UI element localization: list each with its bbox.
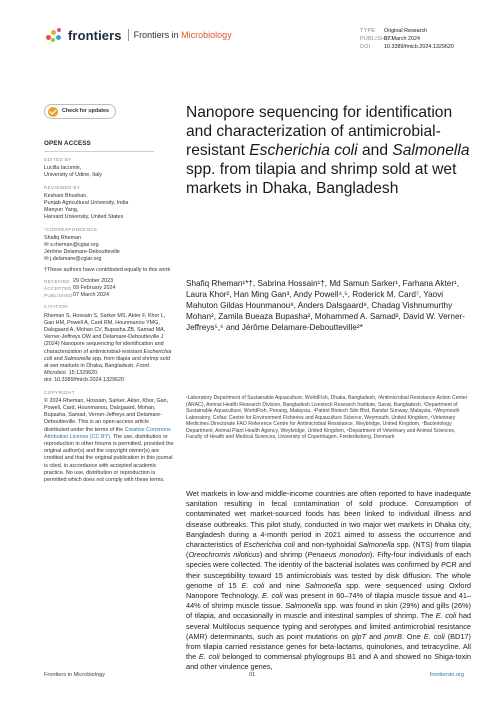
footer-site-link[interactable]: frontiersin.org xyxy=(429,672,464,678)
affiliations: ¹Laboratory Department of Sustainable Aquaculture, WorldFish, Dhaka, Bangladesh, ²Antimicrobial Resistance Action Center (ARAC), Animal Health Research Division, Bangladesh Livestock Research Institute, Savar, Bangladesh, ³Department of Sustainable Aquaculture, WorldFish, Penang, Malaysia, ⁴Patriot Biotech Sdn Bhd, Bandar Sunway, Malaysia, ⁵Weymouth Laboratory, Cefas: Centre for Environment Fisheries and Aquaculture Science, Weymouth, United Kingdom, ⁶Veterinary Medicines Directorate FAO Reference Centre for Antimicrobial Resistance, Weybridge, United Kingdom, ⁷Bacteriology Department, Animal Plant Health Agency, Weybridge, United Kingdom, ⁸Department of Veterinary and Animal Sciences, Faculty of Health and Medical Sciences, University of Copenhagen, Frederiksberg, Denmark xyxy=(186,395,468,440)
logo-divider xyxy=(128,29,129,41)
article-title: Nanopore sequencing for identification and characterization of antimicrobial-resistant Escherichia coli and Salmonella spp. from tilapia and shrimp sold at wet markets in Dhaka, Bangladesh xyxy=(186,104,470,197)
meta-doi[interactable]: DOI 10.3389/fmicb.2024.1329620 xyxy=(360,44,454,50)
check-for-updates-button[interactable] xyxy=(44,104,116,119)
abstract: Wet markets in low-and middle-income countries are often reported to have inadequate sanitation resulting in fecal contamination of sold produce. Consumption of contaminated wet market-sourced foods has been linked to individual illness and disease outbreaks. This pilot study, conducted in two major wet markets in Dhaka city, Bangladesh during a 4-month period in 2021 aimed to assess the occurrence and characteristics of Escherichia coli and non-typhoidal Salmonella spp. (NTS) from tilapia (Oreochromis niloticus) and shrimp (Penaeus monodon). Fifty-four individuals of each species were collected. The identity of the bacterial isolates was confirmed by PCR and their susceptibility toward 15 antimicrobials was tested by disk diffusion. The whole genome of 15 E. coli and nine Salmonella spp. were sequenced using Oxford Nanopore Technology. E. coli was present in 60–74% of tilapia muscle tissue and 41–44% of shrimp muscle tissue. Salmonella spp. was found in skin (29%) and gills (26%) of tilapia, and occasionally in muscle and intestinal samples of shrimp. The E. coli had several Multilocus sequence typing and serotypes and limited antimicrobial resistance (AMR) determinants, such as point mutations on glpT and pmrB. One E. coli (BD17) from tilapia carried resistance genes for beta-lactams, quinolones, and tetracycline. All the E. coli belonged to commensal phylogroups B1 and A and showed no Shiga-toxin and other virulence genes, xyxy=(186,489,472,672)
license-link[interactable]: Creative Commons Attribution License (CC BY). xyxy=(44,426,171,440)
page-number: 01 xyxy=(249,672,256,678)
meta-published: PUBLISHED 07 March 2024 xyxy=(360,36,420,42)
logo-text: frontiers xyxy=(68,27,122,43)
footer-journal: Frontiers in Microbiology xyxy=(44,672,105,678)
open-access-label: OPEN ACCESS xyxy=(44,139,92,147)
sidebar xyxy=(44,104,174,484)
dates-block xyxy=(44,278,174,300)
correspondence-label: *CORRESPONDENCE xyxy=(44,226,98,232)
edited-by: Lucilla Iacumin, University of Udine, Italy xyxy=(44,165,103,179)
date-received: RECEIVED 29 October 2023 xyxy=(44,277,114,284)
copyright-label: COPYRIGHT xyxy=(44,389,75,395)
date-published: PUBLISHED 07 March 2024 xyxy=(44,292,109,299)
meta-type: TYPE Original Research xyxy=(360,28,428,34)
citation-label: CITATION xyxy=(44,304,68,310)
reviewed-by-label: REVIEWED BY xyxy=(44,184,81,190)
reviewed-by: Keshani Bhushan, Punjab Agricultural University, India Manyun Yang, Harvard University, United States xyxy=(44,192,129,221)
date-accepted: ACCEPTED 09 February 2024 xyxy=(44,284,116,291)
citation: Rheman S, Hossain S, Sarker MS, Akter F, Khor L, Gan HM, Powell A, Card RM, Hounmanou YMG, Dalsgaard A, Mohan CV, Bupasha ZB, Samad MA, Verner-Jeffreys DW and Delamare-Deboutteville J (2024) Nanopore sequencing for identification and characterization of antimicrobial-resistant Escherichia coli and Salmonella spp. from tilapia and shrimp sold at wet markets in Dhaka, Bangladesh. Front. Microbiol. 15:1329620. doi: 10.3389/fmicb.2024.1329620 xyxy=(44,312,172,384)
correspondence[interactable]: Shafiq Rheman ✉ s.rheman@cgiar.org Jérôme Delamare-Deboutteville ✉ j.delamare@cgiar.org xyxy=(44,234,120,263)
equal-contribution-note: †These authors have contributed equally to this work xyxy=(44,266,171,273)
checkmark-icon xyxy=(48,107,58,117)
frontiers-logo-icon xyxy=(44,26,66,44)
check-updates-label: Check for updates xyxy=(62,107,110,114)
article-meta xyxy=(360,27,454,51)
journal-logo[interactable] xyxy=(44,26,232,44)
journal-name: Frontiers in Microbiology xyxy=(133,30,232,40)
edited-by-label: EDITED BY xyxy=(44,156,72,162)
author-list: Shafiq Rheman¹*†, Sabrina Hossain¹†, Md Samun Sarker¹, Farhana Akter¹, Laura Khor², Han Ming Gan³, Andy Powell⁴,⁵, Roderick M. Card⁷, Yaovi Mahuton Gildas Hounmanou⁸, Anders Dalsgaard⁸, Chadag Vishnumurthy Mohan², Zamila Bueaza Bupasha², Mohammed A. Samad², David W. Verner-Jeffreys⁵,⁶ and Jérôme Delamare-Deboutteville²* xyxy=(186,279,465,333)
divider xyxy=(44,151,154,152)
copyright: © 2024 Rheman, Hossain, Sarker, Akter, Khor, Gan, Powell, Card, Hounmanou, Dalsgaard, Mohan, Bupasha, Samad, Verner-Jeffreys and Delamare-Deboutteville. This is an open-access article distributed under the terms of the Creative Commons Attribution License (CC BY). The use, distribution or reproduction in other forums is permitted, provided the original author(s) and the copyright owner(s) are credited and that the original publication in this journal is cited, in accordance with accepted academic practice. No use, distribution or reproduction is permitted which does not comply with these terms. xyxy=(44,397,174,484)
